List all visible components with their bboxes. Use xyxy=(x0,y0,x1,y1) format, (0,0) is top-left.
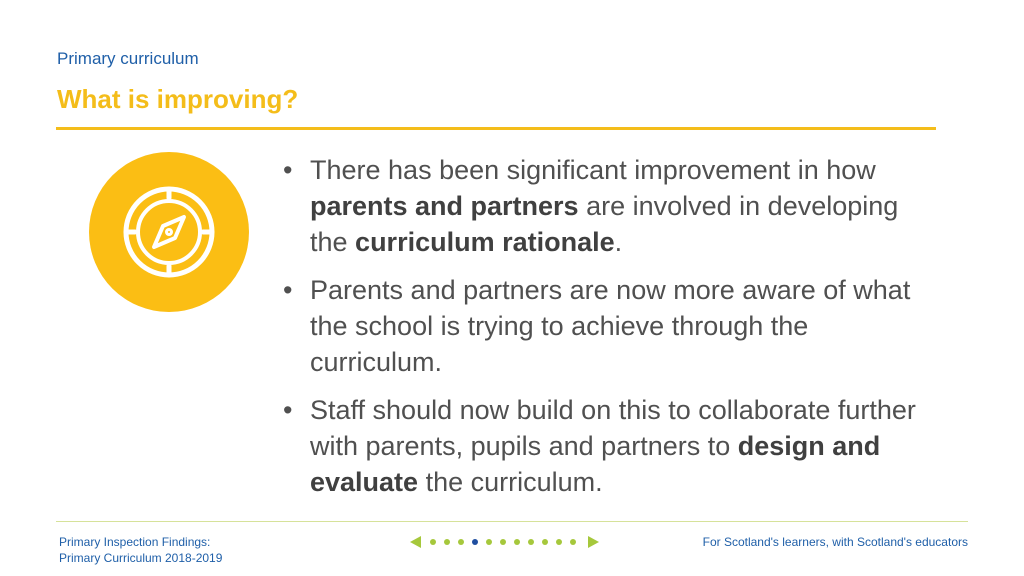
bullet-text: the curriculum. xyxy=(418,467,603,497)
footer-publication-line2: Primary Curriculum 2018-2019 xyxy=(59,551,223,565)
nav-dot[interactable] xyxy=(542,539,548,545)
bullet-emphasis: design and evaluate xyxy=(310,431,881,497)
page-title: What is improving? xyxy=(57,84,299,114)
nav-dot[interactable] xyxy=(556,539,562,545)
footer-publication xyxy=(59,534,222,566)
bullet-emphasis: curriculum rationale xyxy=(355,227,615,257)
nav-dot[interactable] xyxy=(528,539,534,545)
nav-dot[interactable] xyxy=(444,539,450,545)
nav-dot[interactable] xyxy=(570,539,576,545)
bullet-text: are involved in developing the xyxy=(310,191,899,257)
bullet-text: Parents and partners are now more aware of what the school is trying to achieve through the curriculum. xyxy=(310,275,911,377)
compass-icon xyxy=(89,152,249,312)
nav-dot[interactable] xyxy=(500,539,506,545)
previous-slide-arrow-icon[interactable] xyxy=(410,536,421,548)
footer-publication-line1: Primary Inspection Findings: xyxy=(59,535,211,549)
footer-divider xyxy=(56,521,968,522)
bullet-text: Staff should now build on this to collaborate further with parents, pupils and partners to xyxy=(310,395,916,461)
section-subtitle: Primary curriculum xyxy=(57,49,199,68)
bullet-list xyxy=(283,152,923,512)
bullet-text: There has been significant improvement in how xyxy=(310,155,876,185)
bullet-text: . xyxy=(614,227,623,257)
nav-dot-active[interactable] xyxy=(472,539,478,545)
nav-dot[interactable] xyxy=(486,539,492,545)
footer-tagline: For Scotland's learners, with Scotland's educators xyxy=(702,535,968,549)
nav-dot[interactable] xyxy=(458,539,464,545)
title-divider xyxy=(56,127,936,130)
slide-navigation xyxy=(410,534,599,550)
bullet-item xyxy=(283,272,923,380)
nav-dot[interactable] xyxy=(514,539,520,545)
compass-badge xyxy=(89,152,249,312)
nav-dot[interactable] xyxy=(430,539,436,545)
next-slide-arrow-icon[interactable] xyxy=(588,536,599,548)
bullet-emphasis: parents and partners xyxy=(310,191,579,221)
bullet-item xyxy=(283,392,923,500)
bullet-item xyxy=(283,152,923,260)
